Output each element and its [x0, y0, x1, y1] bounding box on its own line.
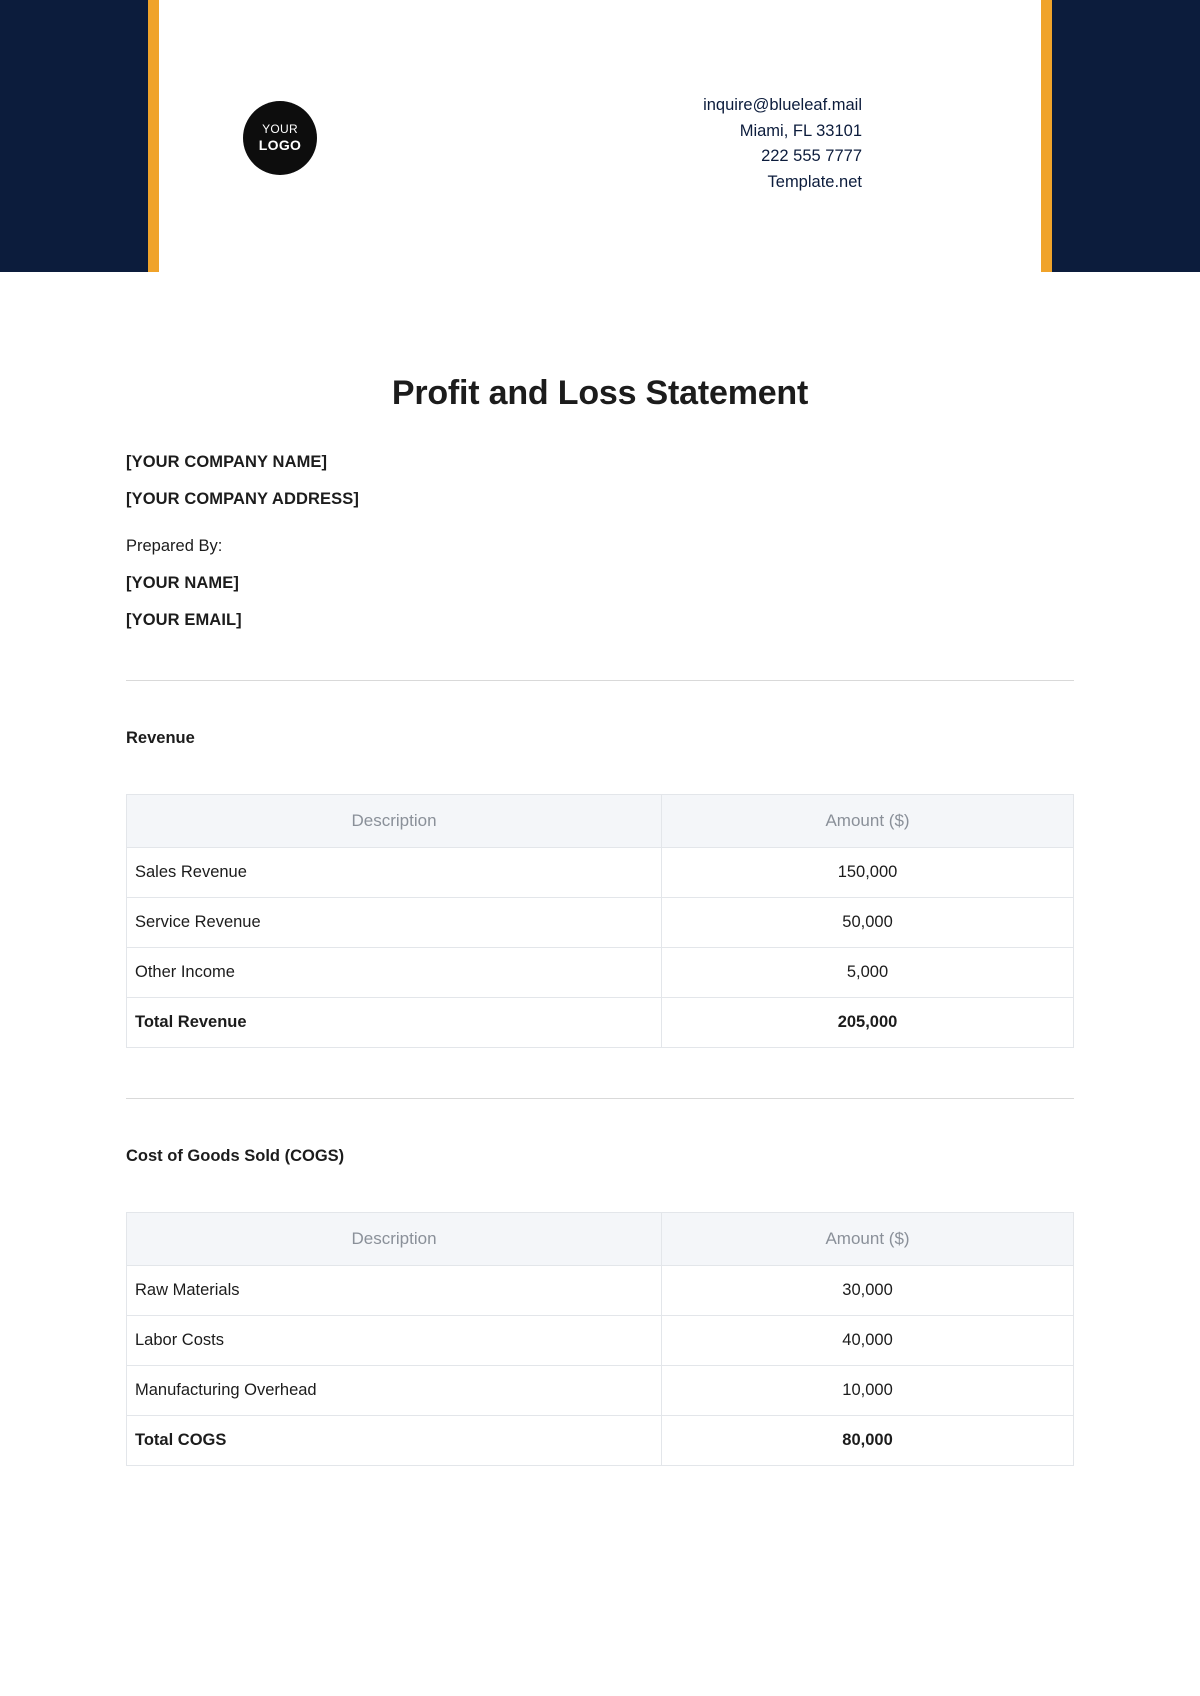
table-row — [127, 1316, 1074, 1366]
row-description: Service Revenue — [127, 898, 662, 948]
row-description: Total Revenue — [127, 998, 662, 1048]
row-amount: 80,000 — [662, 1416, 1074, 1466]
table-row — [127, 898, 1074, 948]
company-block — [126, 453, 1074, 630]
table-row — [127, 1266, 1074, 1316]
table-row — [127, 1366, 1074, 1416]
row-amount: 150,000 — [662, 848, 1074, 898]
row-amount: 205,000 — [662, 998, 1074, 1048]
prepared-by-label: Prepared By: — [126, 537, 223, 555]
header-left-gold-stripe — [148, 0, 159, 272]
table-row — [127, 848, 1074, 898]
header-left-navy-block — [0, 0, 148, 272]
page-title: Profit and Loss Statement — [391, 374, 809, 412]
logo-bottom-text: LOGO — [258, 136, 302, 153]
row-description: Raw Materials — [127, 1266, 662, 1316]
table-row-total — [127, 1416, 1074, 1466]
table-header-row — [127, 1213, 1074, 1266]
column-header-amount: Amount ($) — [662, 795, 1074, 848]
section-title-revenue: Revenue — [126, 729, 195, 747]
contact-email: inquire@blueleaf.mail — [703, 96, 862, 114]
logo — [243, 101, 317, 175]
table-row — [127, 948, 1074, 998]
table-header-row — [127, 795, 1074, 848]
section-title-cogs: Cost of Goods Sold (COGS) — [126, 1147, 345, 1165]
table-row-total — [127, 998, 1074, 1048]
row-amount: 5,000 — [662, 948, 1074, 998]
header-right-gold-stripe — [1041, 0, 1052, 272]
row-description: Labor Costs — [127, 1316, 662, 1366]
logo-top-text: YOUR — [262, 122, 298, 137]
contact-info — [703, 93, 862, 195]
page-header — [0, 0, 1200, 272]
contact-website: Template.net — [767, 172, 862, 191]
contact-phone: 222 555 7777 — [761, 147, 862, 166]
row-amount: 10,000 — [662, 1366, 1074, 1416]
section-divider-1 — [126, 680, 1074, 681]
row-description: Total COGS — [127, 1416, 662, 1466]
prepared-by-name: [YOUR NAME] — [126, 574, 239, 592]
row-amount: 30,000 — [662, 1266, 1074, 1316]
revenue-table — [126, 794, 1074, 1048]
contact-city: Miami, FL 33101 — [739, 121, 862, 140]
row-amount: 50,000 — [662, 898, 1074, 948]
header-right-navy-block — [1052, 0, 1200, 272]
row-description: Sales Revenue — [127, 848, 662, 898]
row-amount: 40,000 — [662, 1316, 1074, 1366]
column-header-amount: Amount ($) — [662, 1213, 1074, 1266]
row-description: Manufacturing Overhead — [127, 1366, 662, 1416]
prepared-by-email: [YOUR EMAIL] — [126, 611, 242, 629]
company-address: [YOUR COMPANY ADDRESS] — [126, 490, 359, 508]
cogs-table — [126, 1212, 1074, 1466]
column-header-description: Description — [127, 795, 662, 848]
row-description: Other Income — [127, 948, 662, 998]
section-divider-2 — [126, 1098, 1074, 1099]
column-header-description: Description — [127, 1213, 662, 1266]
document-body — [0, 374, 1200, 1466]
company-name: [YOUR COMPANY NAME] — [126, 453, 328, 471]
